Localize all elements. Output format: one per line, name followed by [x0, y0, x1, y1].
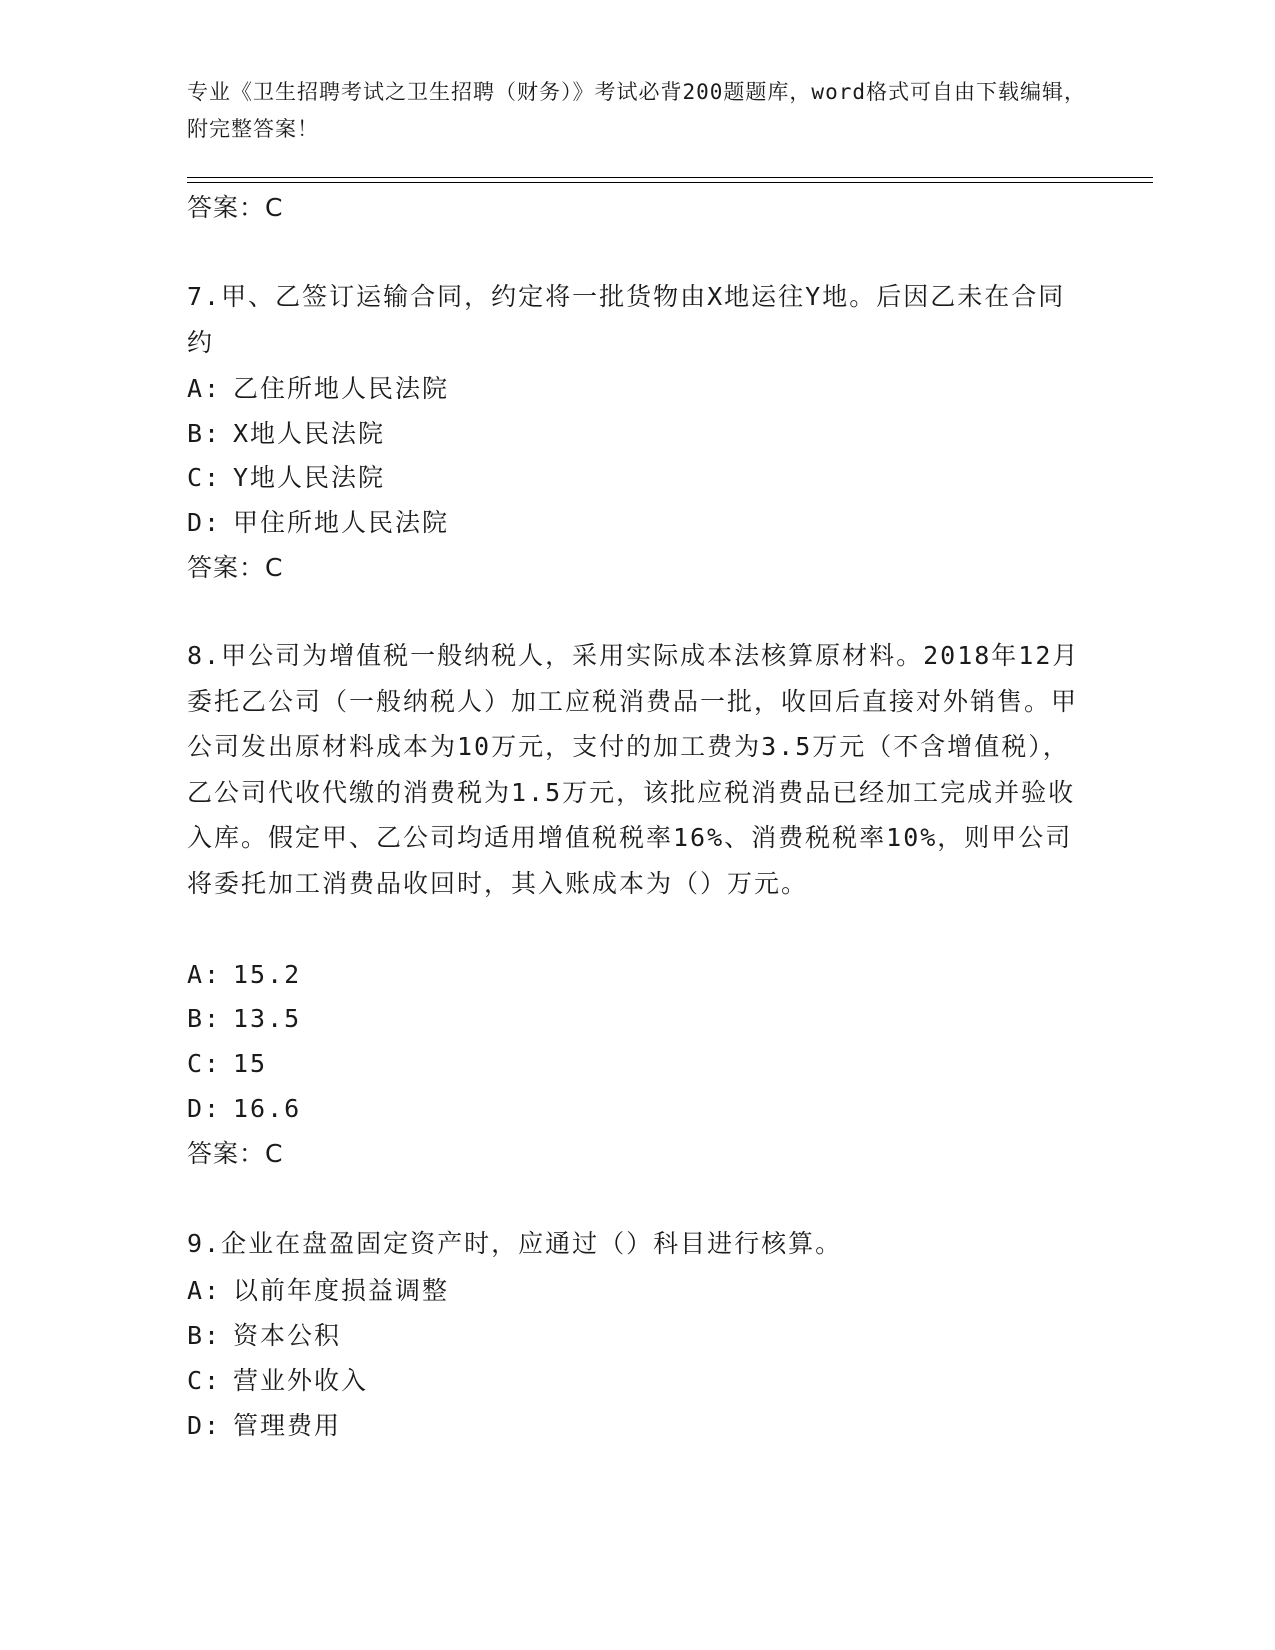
question-7-option-b [187, 418, 385, 450]
option-letter: D: [187, 1411, 222, 1440]
question-7-text: 7.甲、乙签订运输合同，约定将一批货物由X地运往Y地。后因乙未在合同约 [187, 282, 1066, 357]
answer-6: 答案：C [187, 193, 284, 222]
question-9-text: 9.企业在盘盈固定资产时，应通过（）科目进行核算。 [187, 1229, 843, 1258]
option-text: 以前年度损益调整 [233, 1276, 450, 1305]
option-letter: C: [187, 1049, 222, 1078]
header-rule-top [187, 177, 1153, 178]
option-text: 乙住所地人民法院 [233, 374, 450, 403]
question-9-option-b [187, 1320, 341, 1352]
option-text: 16.6 [233, 1094, 302, 1123]
option-text: 营业外收入 [233, 1366, 369, 1395]
question-8-option-c [187, 1048, 267, 1080]
question-8-option-a [187, 959, 301, 991]
option-text: 管理费用 [233, 1411, 342, 1440]
option-letter: A: [187, 960, 222, 989]
option-text: X地人民法院 [233, 419, 386, 448]
document-header: 专业《卫生招聘考试之卫生招聘（财务）》考试必背200题题库，word格式可自由下载编辑，附完整答案！ [187, 80, 1086, 141]
answer-8: 答案：C [187, 1139, 284, 1168]
option-letter: C: [187, 463, 222, 492]
option-letter: B: [187, 419, 222, 448]
option-text: Y地人民法院 [233, 463, 386, 492]
option-text: 15.2 [233, 960, 302, 989]
question-7-option-c [187, 462, 385, 494]
option-letter: B: [187, 1321, 222, 1350]
option-letter: D: [187, 1094, 222, 1123]
question-7-option-a [187, 373, 449, 405]
option-text: 15 [233, 1049, 268, 1078]
question-7-option-d [187, 507, 449, 539]
option-text: 13.5 [233, 1004, 302, 1033]
answer-7: 答案：C [187, 553, 284, 582]
option-letter: B: [187, 1004, 222, 1033]
option-letter: A: [187, 1276, 222, 1305]
option-letter: C: [187, 1366, 222, 1395]
question-9-option-d [187, 1410, 341, 1442]
option-text: 资本公积 [233, 1321, 342, 1350]
option-letter: A: [187, 374, 222, 403]
question-8-option-b [187, 1003, 301, 1035]
option-text: 甲住所地人民法院 [233, 508, 450, 537]
question-9-option-c [187, 1365, 368, 1397]
option-letter: D: [187, 508, 222, 537]
question-9-option-a [187, 1275, 449, 1307]
question-8-option-d [187, 1093, 301, 1125]
question-8-text: 8.甲公司为增值税一般纳税人，采用实际成本法核算原材料。2018年12月委托乙公司（一般纳税人）加工应税消费品一批，收回后直接对外销售。甲公司发出原材料成本为10万元，支付的加工费为3.5万元（不含增值税），乙公司代收代缴的消费税为1.5万元，该批应税消费品已经加工完成并验收入库。假定甲、乙公司均适用增值税税率16%、消费税税率10%，则甲公司将委托加工消费品收回时，其入账成本为（）万元。 [187, 641, 1080, 898]
header-rule-bottom [187, 182, 1153, 183]
